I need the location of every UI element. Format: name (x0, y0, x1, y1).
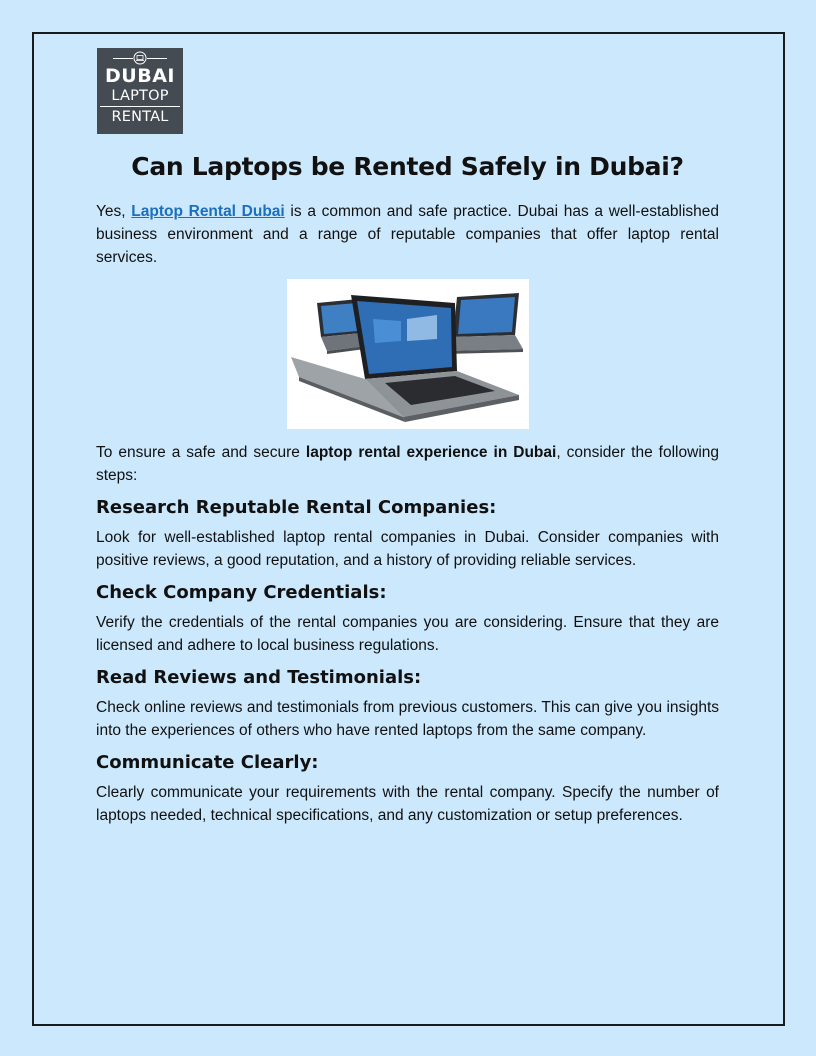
steps-intro-paragraph (96, 441, 719, 487)
intro-paragraph (96, 200, 719, 269)
logo-text-rental: RENTAL (111, 109, 169, 125)
logo-text-laptop: LAPTOP (100, 86, 180, 107)
intro-prefix: Yes, (96, 203, 132, 220)
laptops-image (287, 279, 529, 429)
section-heading: Check Company Credentials: (96, 582, 387, 603)
section-body: Check online reviews and testimonials from previous customers. This can give you insights into the experiences of others who have rented laptops from the same company. (96, 699, 719, 739)
article-body (96, 200, 719, 827)
section-body: Clearly communicate your requirements with the rental company. Specify the number of laptops needed, technical specifications, and any customization or setup preferences. (96, 784, 719, 824)
steps-intro-suffix: , consider the following steps: (96, 444, 719, 484)
steps-intro-bold: laptop rental experience in Dubai (305, 444, 557, 461)
page-title: Can Laptops be Rented Safely in Dubai? (131, 152, 684, 181)
section-research (96, 497, 719, 572)
logo-text-dubai: DUBAI (105, 65, 175, 87)
laptop-rental-dubai-link[interactable]: Laptop Rental Dubai (131, 203, 285, 220)
intro-suffix: is a common and safe practice. Dubai has a well-established business environment and a range of reputable companies that offer laptop rental services. (96, 203, 719, 266)
section-credentials (96, 582, 719, 657)
section-heading: Read Reviews and Testimonials: (96, 667, 422, 688)
steps-intro-prefix: To ensure a safe and secure (96, 444, 306, 461)
section-body: Verify the credentials of the rental companies you are considering. Ensure that they are licensed and adhere to local business regulations. (96, 614, 719, 654)
laptop-icon (133, 51, 147, 65)
section-heading: Communicate Clearly: (96, 752, 319, 773)
logo-emblem (97, 50, 183, 66)
section-heading: Research Reputable Rental Companies: (96, 497, 497, 518)
section-reviews (96, 667, 719, 742)
section-communicate (96, 752, 719, 827)
section-body: Look for well-established laptop rental companies in Dubai. Consider companies with positive reviews, a good reputation, and a history of providing reliable services. (96, 529, 719, 569)
hero-image-wrap (96, 279, 719, 429)
company-logo (97, 48, 183, 134)
